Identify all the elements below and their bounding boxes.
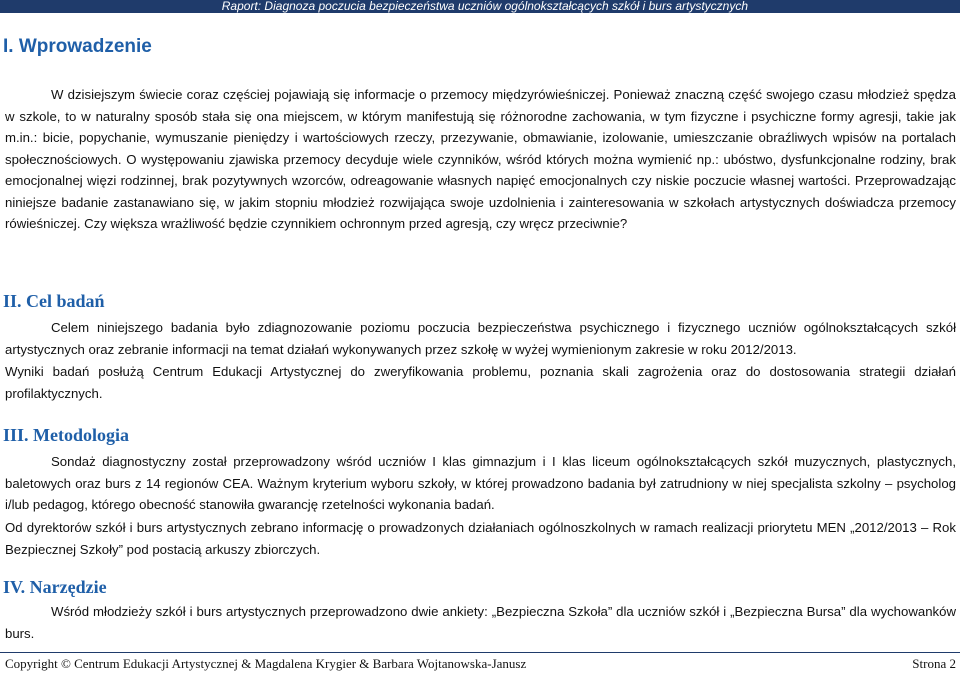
footer-copyright: Copyright © Centrum Edukacji Artystycznej & Magdalena Krygier & Barbara Wojtanowska-Janusz — [5, 656, 527, 671]
research-goal-paragraph-1: Celem niniejszego badania było zdiagnozowanie poziomu poczucia bezpieczeństwa psychicznego i fizycznego uczniów ogólnokształcących szkół artystycznych oraz zebranie informacji na temat działań wykonywanych przez szkołę w wyżej wymienionym zakresie w roku 2012/2013. — [5, 320, 956, 357]
methodology-paragraph-1: Sondaż diagnostyczny został przeprowadzony wśród uczniów I klas gimnazjum i I klas liceum ogólnokształcących szkół muzycznych, plastycznych, baletowych oraz burs z 14 regionów CEA. Ważnym kryterium wyboru szkoły, w której prowadzono badania był zatrudniony w niej specjalista szkolny – psycholog i/lub pedagog, którego obecność stanowiła gwarancję rzetelności wykonania badań. — [5, 454, 956, 512]
section-title-tool: IV. Narzędzie — [3, 577, 107, 597]
page-header-bar — [0, 0, 960, 13]
section-title-methodology: III. Metodologia — [3, 425, 129, 445]
introduction-paragraph: W dzisiejszym świecie coraz częściej pojawiają się informacje o przemocy międzyrówieśniczej. Ponieważ znaczną część swojego czasu młodzież spędza w szkole, to w naturalny sposób stała się ona miejscem, w którym manifestują się różnorodne zachowania, w tym fizyczne i psychiczne formy agresji, takie jak m.in.: bicie, popychanie, wymuszanie pieniędzy i wartościowych rzeczy, przezywanie, obmawianie, izolowanie, umieszczanie obraźliwych wpisów na portalach społecznościowych. O występowaniu zjawiska przemocy decyduje wiele czynników, wśród których można wymienić np.: ubóstwo, dysfunkcjonalne rodziny, brak emocjonalnej więzi rodzinnej, brak pozytywnych wzorców, odreagowanie własnych napięć emocjonalnych czy niskie poczucie własnej wartości. Przeprowadzając niniejsze badanie zastanawiano się, w jakim stopniu młodzież rozwijająca swoje uzdolnienia i zainteresowania w szkołach artystycznych doświadcza przemocy rówieśniczej. Czy większa wrażliwość będzie czynnikiem ochronnym przed agresją, czy wręcz przeciwnie? — [5, 87, 956, 231]
research-goal-paragraph-2: Wyniki badań posłużą Centrum Edukacji Artystycznej do zweryfikowania problemu, poznania skali zagrożenia oraz do dostosowania strategii działań profilaktycznych. — [5, 364, 956, 401]
section-title-research-goal: II. Cel badań — [3, 291, 105, 311]
section-title-introduction: I. Wprowadzenie — [3, 36, 152, 57]
footer-divider — [0, 652, 960, 653]
footer-page-number: Strona 2 — [912, 656, 956, 671]
methodology-paragraph-2: Od dyrektorów szkół i burs artystycznych zebrano informację o prowadzonych działaniach ogólnoszkolnych w ramach realizacji priorytetu MEN „2012/2013 – Rok Bezpiecznej Szkoły” pod postacią arkuszy zbiorczych. — [5, 520, 956, 557]
report-title: Raport: Diagnoza poczucia bezpieczeństwa uczniów ogólnokształcących szkół i burs artystycznych — [221, 0, 748, 13]
tool-paragraph: Wśród młodzieży szkół i burs artystycznych przeprowadzono dwie ankiety: „Bezpieczna Szkoła” dla uczniów szkół i „Bezpieczna Bursa” dla wychowanków burs. — [5, 604, 956, 641]
